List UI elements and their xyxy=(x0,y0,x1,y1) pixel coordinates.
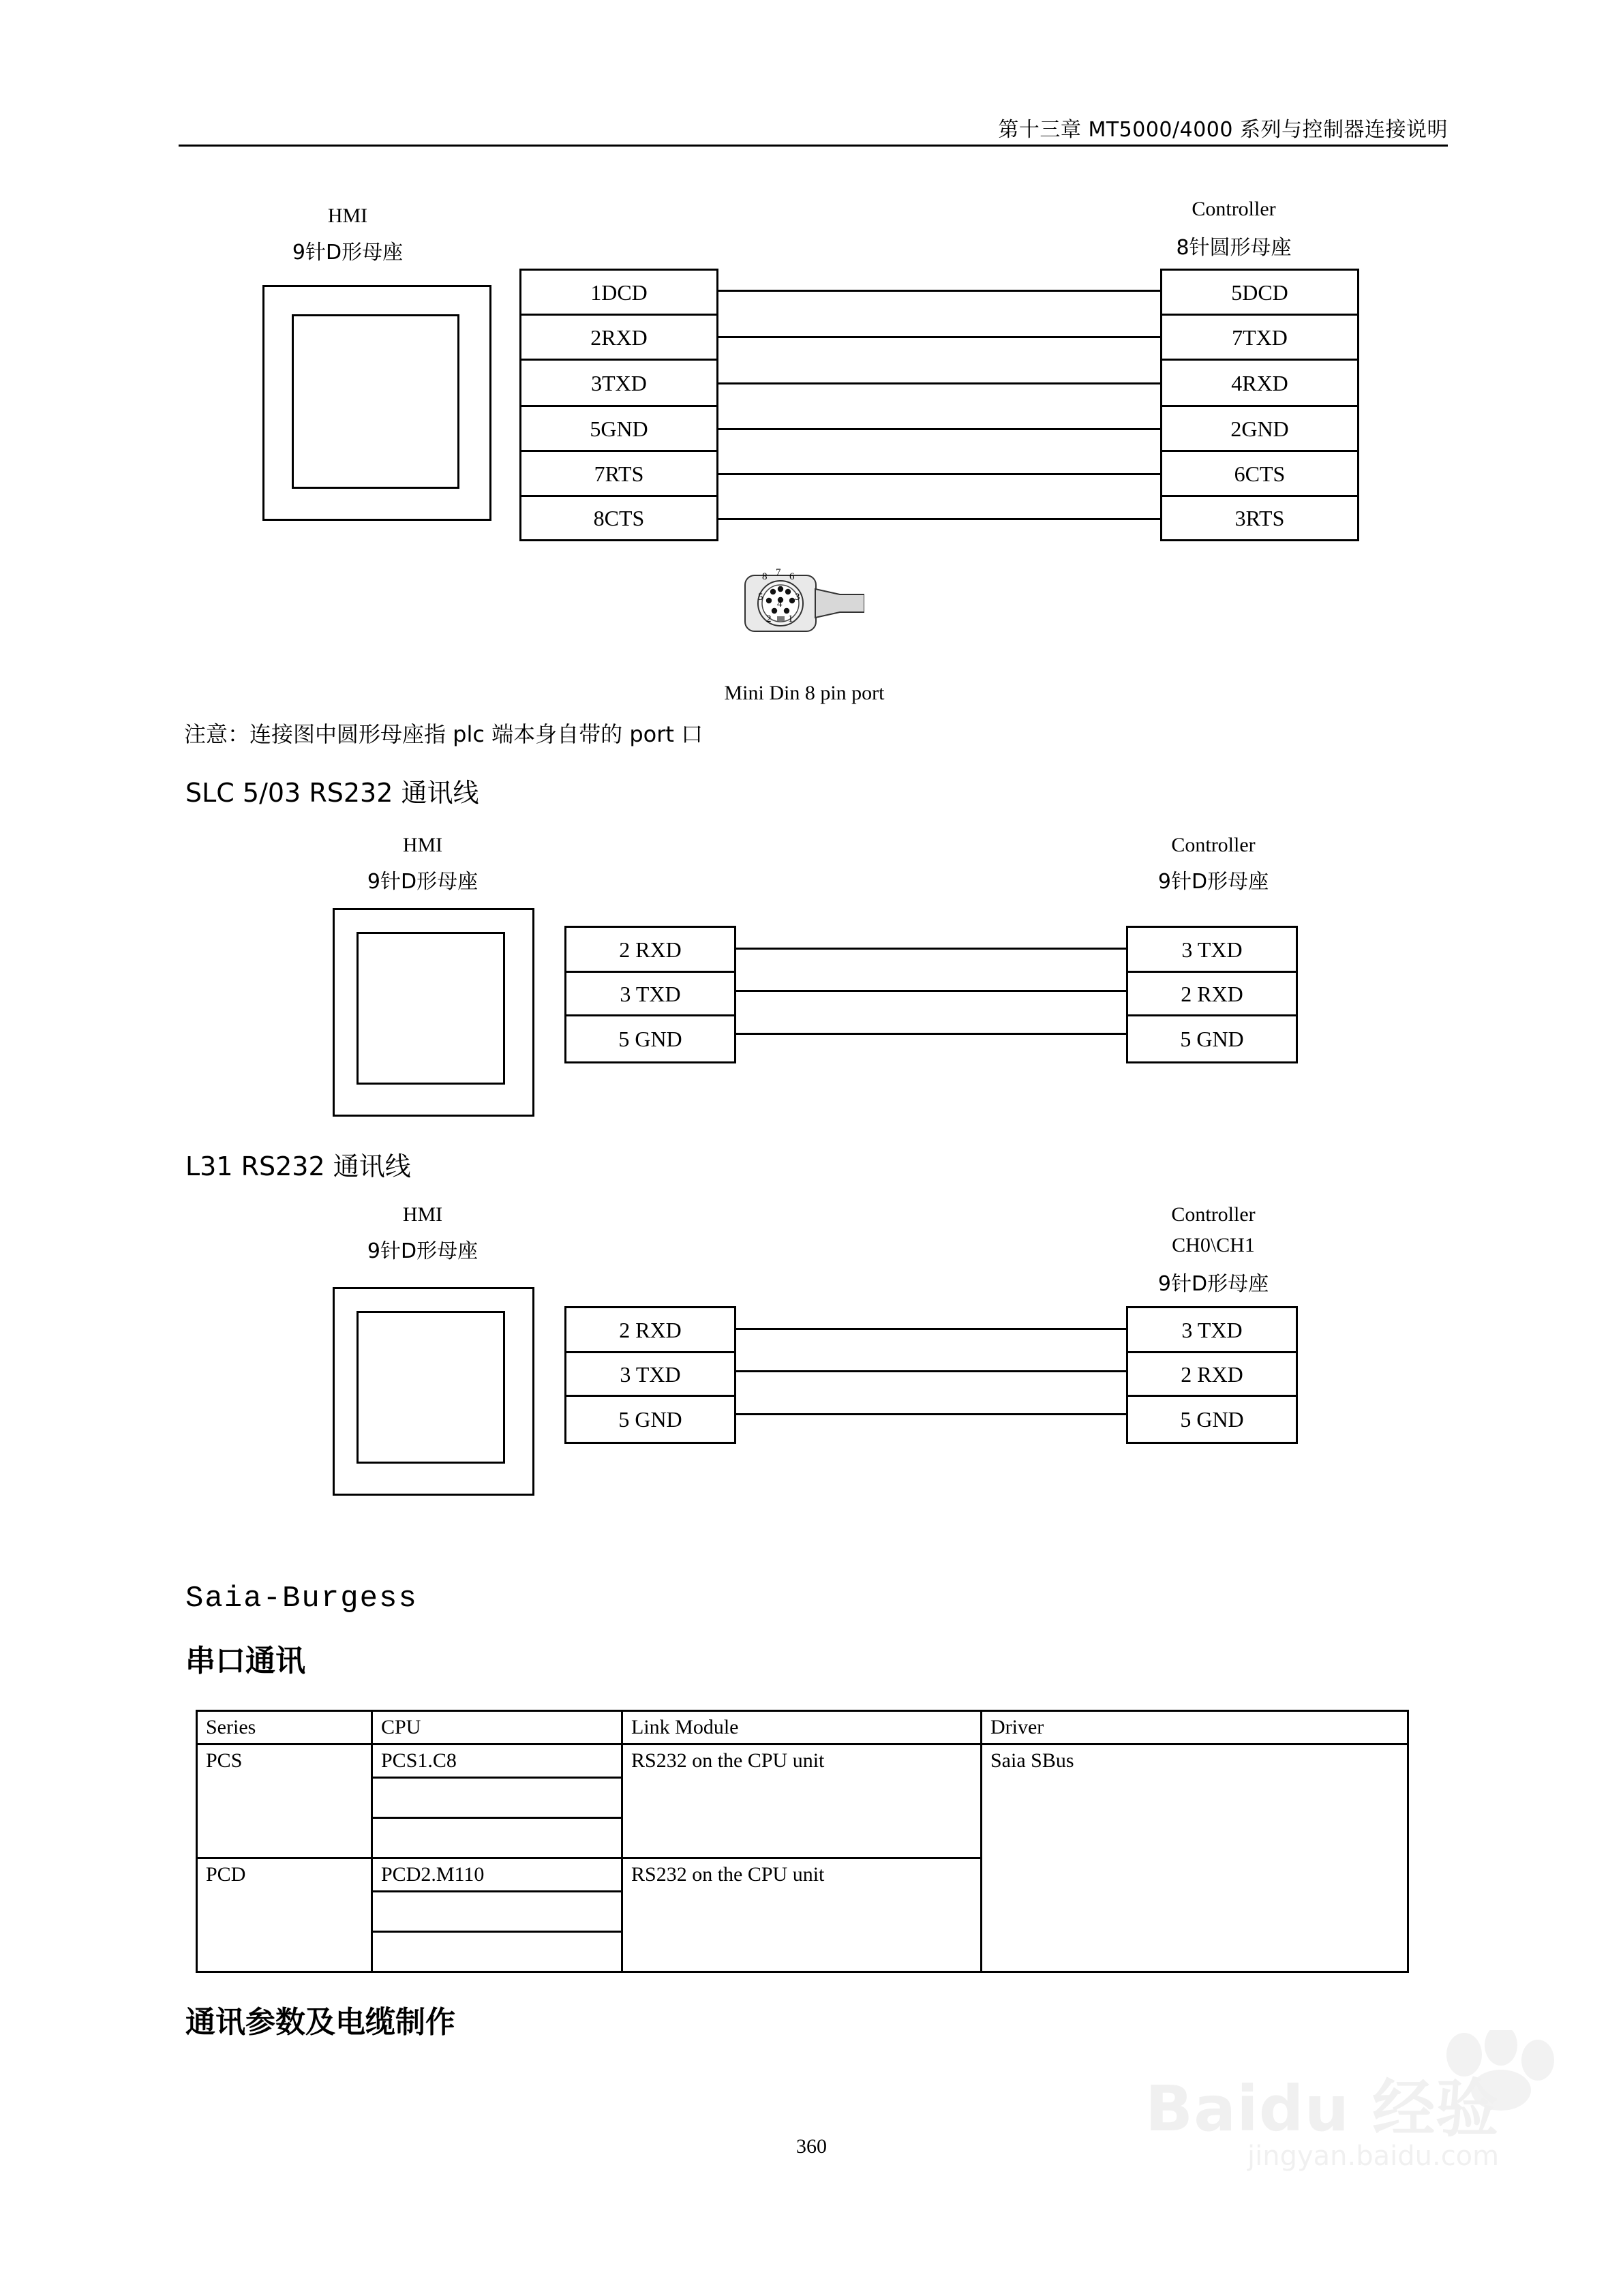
din-pin-number: 8 xyxy=(762,571,768,582)
section1-controller-sub: 9针D形母座 xyxy=(1157,870,1269,894)
section2-wire xyxy=(736,1328,1126,1330)
pin-row: 6CTS xyxy=(1162,452,1357,497)
table-cell-driver: Saia SBus xyxy=(982,1744,1408,1972)
section1-hmi-title: HMI xyxy=(402,834,443,856)
diagram1-hmi-sub: 9针D形母座 xyxy=(292,241,404,265)
section1-wire xyxy=(736,1033,1126,1035)
section2-hmi-title: HMI xyxy=(402,1203,443,1226)
pin-row: 2 RXD xyxy=(1128,1353,1296,1397)
section1-wire xyxy=(736,990,1126,992)
section1-hmi-sub: 9针D形母座 xyxy=(367,870,479,894)
section2-wire xyxy=(736,1370,1126,1372)
table-cell-cpu xyxy=(372,1892,622,1932)
din-pin-number: 6 xyxy=(789,571,795,582)
table-cell-cpu xyxy=(372,1932,622,1972)
table-cell-cpu: PCD2.M110 xyxy=(372,1858,622,1892)
pin-row: 5DCD xyxy=(1162,271,1357,316)
table-cell-link: RS232 on the CPU unit xyxy=(622,1744,982,1858)
diagram1-controller-title: Controller xyxy=(1192,198,1276,220)
section2-controller-sub1: CH0\CH1 xyxy=(1172,1234,1255,1256)
section1-heading: SLC 5/03 RS232 通讯线 xyxy=(185,778,479,808)
diagram1-wire xyxy=(718,290,1160,292)
diagram1-wire xyxy=(718,473,1160,475)
pin-row: 2GND xyxy=(1162,407,1357,452)
section1-right-pin-list xyxy=(1126,926,1298,1063)
section2-hmi-connector xyxy=(333,1287,534,1496)
pin-row: 2RXD xyxy=(521,316,716,361)
header-divider xyxy=(179,145,1448,147)
section1-hmi-connector-inner xyxy=(357,932,505,1085)
diagram1-wire xyxy=(718,336,1160,338)
diagram1-wire xyxy=(718,428,1160,430)
diagram1-hmi-connector-inner xyxy=(292,314,459,489)
table-column-header: Driver xyxy=(982,1711,1408,1744)
section1-wire xyxy=(736,948,1126,950)
pin-row: 4RXD xyxy=(1162,361,1357,407)
din-caption: Mini Din 8 pin port xyxy=(724,682,885,704)
din-pin-number: 1 xyxy=(788,614,793,624)
pin-row: 3 TXD xyxy=(566,973,734,1016)
pin-row: 3 TXD xyxy=(1128,1308,1296,1353)
diagram1-hmi-title: HMI xyxy=(327,205,368,227)
table-column-header: Series xyxy=(197,1711,372,1744)
table-cell-series: PCD xyxy=(197,1858,372,1972)
params-heading: 通讯参数及电缆制作 xyxy=(185,2005,455,2040)
section1-hmi-connector xyxy=(333,908,534,1117)
din-pin-number: 5 xyxy=(758,592,763,603)
watermark xyxy=(1145,2045,1568,2202)
diagram1-controller-sub: 8针圆形母座 xyxy=(1176,236,1292,260)
serial-heading: 串口通讯 xyxy=(185,1644,305,1678)
page-header: 第十三章 MT5000/4000 系列与控制器连接说明 xyxy=(998,118,1448,142)
section1-controller-title: Controller xyxy=(1171,834,1256,856)
watermark-title: Baidu 经验 xyxy=(1145,2072,1500,2145)
pin-row: 5GND xyxy=(521,407,716,452)
section2-controller-sub2: 9针D形母座 xyxy=(1157,1272,1269,1296)
watermark-url: jingyan.baidu.com xyxy=(1247,2141,1500,2172)
pin-row: 1DCD xyxy=(521,271,716,316)
diagram1-left-pin-list xyxy=(519,269,718,541)
table-column-header: Link Module xyxy=(622,1711,982,1744)
pin-row: 5 GND xyxy=(618,1027,682,1051)
din-pin-number: 2 xyxy=(766,614,772,624)
table-cell-link: RS232 on the CPU unit xyxy=(622,1858,982,1972)
page-number: 360 xyxy=(796,2135,827,2158)
table-cell-cpu: PCS1.C8 xyxy=(372,1744,622,1778)
pin-row: 7RTS xyxy=(521,452,716,497)
table-cell-cpu xyxy=(372,1778,622,1818)
pin-row: 3RTS xyxy=(1234,506,1285,530)
section2-hmi-sub: 9针D形母座 xyxy=(367,1239,479,1263)
section2-controller-title: Controller xyxy=(1171,1203,1256,1226)
section2-heading: L31 RS232 通讯线 xyxy=(185,1151,411,1181)
paw-icon xyxy=(1438,2030,1568,2112)
din-pin-number: 4 xyxy=(777,599,783,609)
section1-left-pin-list xyxy=(564,926,736,1063)
pin-row: 5 GND xyxy=(618,1407,682,1432)
pin-row: 3TXD xyxy=(521,361,716,407)
table-cell-cpu xyxy=(372,1818,622,1858)
section2-right-pin-list xyxy=(1126,1306,1298,1444)
din-pin-number: 3 xyxy=(795,592,800,603)
diagram1-wire xyxy=(718,518,1160,520)
pin-row: 3 TXD xyxy=(566,1353,734,1397)
note-text: 注意：连接图中圆形母座指 plc 端本身自带的 port 口 xyxy=(184,721,703,747)
table-header-row xyxy=(197,1711,1408,1744)
pin-row: 3 TXD xyxy=(1128,928,1296,973)
section2-hmi-connector-inner xyxy=(357,1311,505,1464)
table-row xyxy=(197,1744,1408,1778)
table-cell-series: PCS xyxy=(197,1744,372,1858)
brand-heading: Saia-Burgess xyxy=(185,1582,418,1616)
pin-row: 7TXD xyxy=(1162,316,1357,361)
table-column-header: CPU xyxy=(372,1711,622,1744)
diagram1-wire xyxy=(718,382,1160,384)
pin-row: 5 GND xyxy=(1180,1407,1244,1432)
diagram1-hmi-connector xyxy=(262,285,491,521)
din-pin-number: 7 xyxy=(776,567,781,578)
pin-row: 5 GND xyxy=(1180,1027,1244,1051)
diagram1-right-pin-list xyxy=(1160,269,1359,541)
section2-wire xyxy=(736,1413,1126,1415)
serial-comm-table xyxy=(196,1710,1409,1973)
pin-row: 2 RXD xyxy=(566,1308,734,1353)
pin-row: 2 RXD xyxy=(566,928,734,973)
pin-row: 2 RXD xyxy=(1128,973,1296,1016)
pin-row: 8CTS xyxy=(593,506,645,530)
section2-left-pin-list xyxy=(564,1306,736,1444)
